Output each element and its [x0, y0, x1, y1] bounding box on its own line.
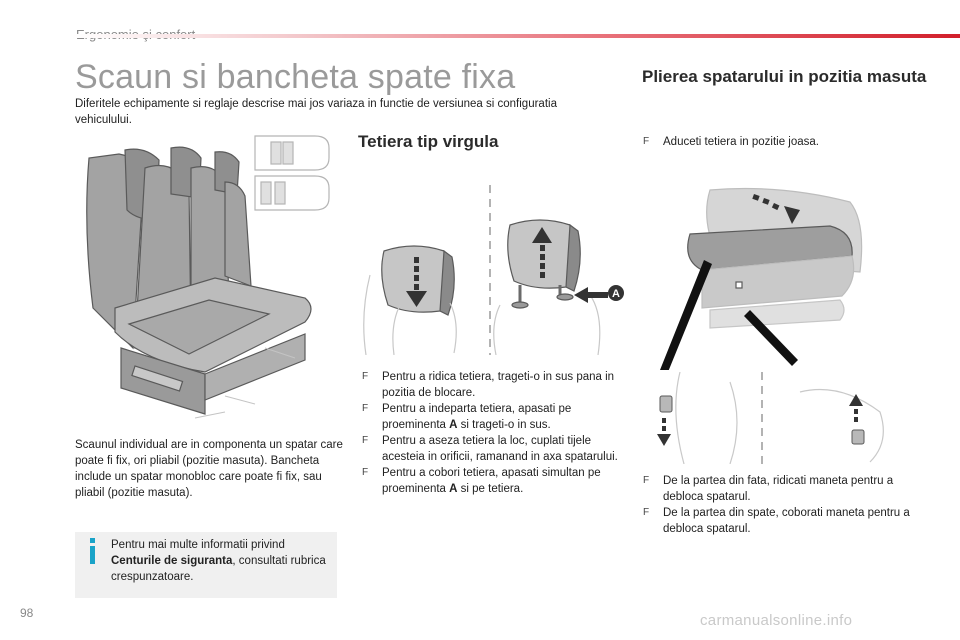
- header-rule: [72, 34, 960, 38]
- intro-paragraph: Diferitele echipamente si reglaje descrise mai jos variaza in functie de versiunea si configuratia vehiculului.: [75, 98, 557, 126]
- arrow-left-icon: [574, 287, 608, 303]
- list-item: F De la partea din fata, ridicati maneta pentru a debloca spatarul.: [643, 475, 894, 503]
- info-icon: [87, 538, 97, 564]
- seat-description: Scaunul individual are in componenta un spatar care poate fi fix, ori pliabil (pozitie masuta). Bancheta include un spatar monobloc care poate fi fix, sau pliabil (pozitie masuta).: [75, 439, 343, 499]
- lever-front: [660, 396, 672, 412]
- page-title: Scaun si bancheta spate fixa: [75, 58, 516, 96]
- list-item: F De la partea din spate, coborati maneta pentru a debloca spatarul.: [643, 507, 910, 535]
- vehicle-layout-diagram: [255, 136, 329, 210]
- headrest-section-title: Tetiera tip virgula: [358, 132, 499, 151]
- headrest-illustration: [360, 185, 628, 355]
- lever-rear: [852, 430, 864, 444]
- list-item: F Pentru a cobori tetiera, apasati simultan pe proeminenta A si pe tetiera.: [362, 467, 601, 495]
- seatbelt-reference: Centurile de siguranta: [111, 555, 233, 567]
- headrest-lowered: [364, 246, 457, 355]
- info-text: Pentru mai multe informatii privind Centurile de siguranta, consultati rubrica crespunzatoare.: [111, 539, 326, 583]
- headrest-instructions: [362, 369, 627, 497]
- list-item: F Pentru a aseza tetiera la loc, cuplati tijele acesteia in orificii, ramanand in axa spatarului.: [362, 435, 618, 463]
- fold-instructions-top: [643, 134, 923, 150]
- seat-bench-illustration: [75, 128, 340, 430]
- fold-backrest-illustration: [650, 170, 905, 370]
- list-item: F Aduceti tetiera in pozitie joasa.: [643, 136, 819, 148]
- watermark: carmanualsonline.info: [700, 612, 853, 629]
- fold-instructions-bottom: [643, 473, 913, 537]
- fold-lever-illustration: [650, 372, 905, 464]
- info-box: [75, 532, 337, 598]
- list-item: F Pentru a ridica tetiera, trageti-o in sus pana in pozitia de blocare.: [362, 371, 615, 399]
- fold-section-title: Plierea spatarului in pozitia masuta: [642, 67, 927, 86]
- page-number: 98: [20, 606, 34, 620]
- callout-a-label: A: [612, 288, 620, 300]
- arrow-down-icon: [657, 418, 671, 446]
- list-item: F Pentru a indeparta tetiera, apasati pe proeminenta A si trageti-o in sus.: [362, 403, 572, 431]
- arrow-up-icon: [849, 394, 863, 422]
